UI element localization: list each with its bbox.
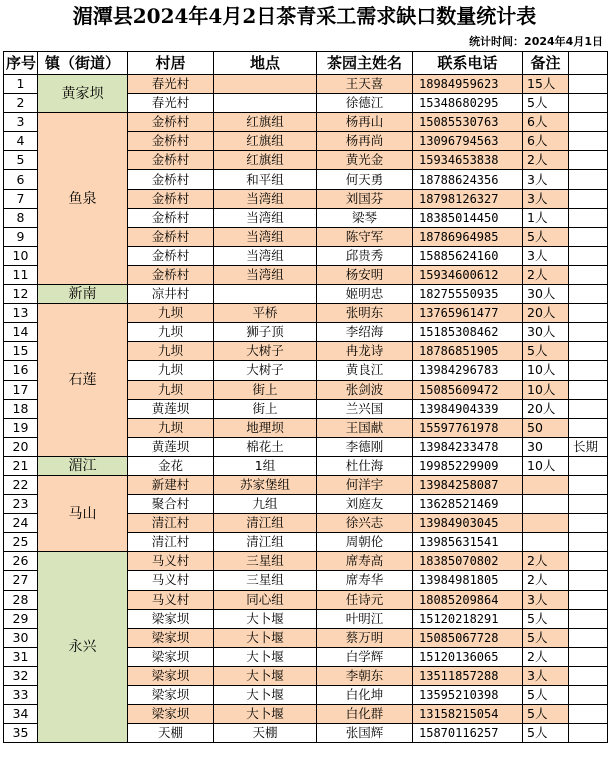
cell-village: 金桥村: [128, 189, 214, 208]
cell-owner: 杨安明: [317, 265, 413, 284]
cell-phone: 13096794563: [413, 132, 523, 151]
cell-town: 鱼泉: [38, 113, 128, 285]
cell-extra: [569, 399, 608, 418]
cell-owner: 周朝伦: [317, 533, 413, 552]
cell-village: 金桥村: [128, 265, 214, 284]
cell-idx: 19: [4, 418, 38, 437]
cell-idx: 12: [4, 285, 38, 304]
data-table: [3, 51, 608, 743]
cell-extra: [569, 342, 608, 361]
cell-extra: [569, 94, 608, 113]
cell-village: 金桥村: [128, 113, 214, 132]
cell-extra: [569, 647, 608, 666]
cell-owner: 蔡万明: [317, 628, 413, 647]
cell-village: 金花: [128, 456, 214, 475]
cell-phone: 15870116257: [413, 724, 523, 743]
cell-village: 九坝: [128, 342, 214, 361]
cell-place: 清江组: [214, 533, 317, 552]
cell-idx: 6: [4, 170, 38, 189]
cell-extra: [569, 208, 608, 227]
cell-note: 2人: [523, 552, 569, 571]
cell-place: [214, 94, 317, 113]
cell-note: 15人: [523, 75, 569, 94]
cell-extra: [569, 686, 608, 705]
cell-note: 5人: [523, 686, 569, 705]
cell-place: 当湾组: [214, 265, 317, 284]
cell-phone: 15120218291: [413, 609, 523, 628]
cell-extra: [569, 475, 608, 494]
header-village: 村居: [128, 52, 214, 75]
header-note: 备注: [523, 52, 569, 75]
cell-owner: 杨再山: [317, 113, 413, 132]
cell-extra: [569, 609, 608, 628]
cell-owner: 刘国芬: [317, 189, 413, 208]
cell-place: 三星组: [214, 571, 317, 590]
cell-note: [523, 495, 569, 514]
cell-idx: 35: [4, 724, 38, 743]
cell-idx: 20: [4, 437, 38, 456]
table-body: [4, 75, 608, 743]
cell-idx: 15: [4, 342, 38, 361]
cell-note: 2人: [523, 571, 569, 590]
cell-owner: 陈守军: [317, 227, 413, 246]
cell-phone: 13595210398: [413, 686, 523, 705]
cell-owner: 刘庭友: [317, 495, 413, 514]
cell-extra: [569, 265, 608, 284]
cell-note: 2人: [523, 151, 569, 170]
cell-village: 九坝: [128, 361, 214, 380]
cell-idx: 30: [4, 628, 38, 647]
cell-extra: [569, 361, 608, 380]
cell-note: 20人: [523, 399, 569, 418]
header-place: 地点: [214, 52, 317, 75]
cell-idx: 31: [4, 647, 38, 666]
cell-note: 3人: [523, 590, 569, 609]
cell-village: 九坝: [128, 418, 214, 437]
cell-note: 2人: [523, 647, 569, 666]
cell-owner: 杜仕海: [317, 456, 413, 475]
cell-idx: 17: [4, 380, 38, 399]
cell-owner: 姬明忠: [317, 285, 413, 304]
cell-phone: 15885624160: [413, 246, 523, 265]
cell-extra: [569, 246, 608, 265]
cell-extra: [569, 571, 608, 590]
cell-village: 清江村: [128, 533, 214, 552]
cell-place: 大卜堰: [214, 705, 317, 724]
cell-phone: 13511857288: [413, 666, 523, 685]
cell-village: 金桥村: [128, 132, 214, 151]
cell-owner: 兰兴国: [317, 399, 413, 418]
cell-owner: 李绍海: [317, 323, 413, 342]
cell-town: 永兴: [38, 552, 128, 743]
cell-phone: 13984903045: [413, 514, 523, 533]
cell-note: 3人: [523, 170, 569, 189]
cell-owner: 白学辉: [317, 647, 413, 666]
cell-extra: [569, 590, 608, 609]
cell-idx: 5: [4, 151, 38, 170]
cell-town: 湄江: [38, 456, 128, 475]
cell-phone: 15085530763: [413, 113, 523, 132]
cell-note: [523, 514, 569, 533]
cell-phone: 18786964985: [413, 227, 523, 246]
table-row: [4, 304, 608, 323]
cell-idx: 14: [4, 323, 38, 342]
cell-extra: [569, 170, 608, 189]
cell-place: 当湾组: [214, 189, 317, 208]
cell-owner: 白化群: [317, 705, 413, 724]
cell-village: 金桥村: [128, 208, 214, 227]
cell-place: 红旗组: [214, 132, 317, 151]
cell-extra: [569, 456, 608, 475]
cell-extra: [569, 666, 608, 685]
cell-town: 石莲: [38, 304, 128, 457]
cell-town: 新南: [38, 285, 128, 304]
cell-note: 10人: [523, 361, 569, 380]
cell-extra: [569, 285, 608, 304]
cell-idx: 24: [4, 514, 38, 533]
cell-place: 三星组: [214, 552, 317, 571]
cell-village: 梁家坝: [128, 705, 214, 724]
cell-place: 天棚: [214, 724, 317, 743]
cell-phone: 13628521469: [413, 495, 523, 514]
cell-owner: 杨再尚: [317, 132, 413, 151]
cell-owner: 张剑波: [317, 380, 413, 399]
cell-phone: 13984296783: [413, 361, 523, 380]
cell-village: 清江村: [128, 514, 214, 533]
cell-idx: 8: [4, 208, 38, 227]
cell-village: 梁家坝: [128, 628, 214, 647]
cell-idx: 26: [4, 552, 38, 571]
cell-phone: 13985631541: [413, 533, 523, 552]
header-town: 镇（街道）: [38, 52, 128, 75]
cell-phone: 15597761978: [413, 418, 523, 437]
cell-extra: [569, 113, 608, 132]
header-idx: 序号: [4, 52, 38, 75]
cell-note: 30人: [523, 285, 569, 304]
cell-note: 6人: [523, 132, 569, 151]
cell-place: 清江组: [214, 514, 317, 533]
header-row: [4, 52, 608, 75]
cell-owner: 黄光金: [317, 151, 413, 170]
cell-phone: 18085209864: [413, 590, 523, 609]
header-phone: 联系电话: [413, 52, 523, 75]
cell-idx: 18: [4, 399, 38, 418]
cell-owner: 冉龙诗: [317, 342, 413, 361]
cell-phone: 15934600612: [413, 265, 523, 284]
cell-extra: [569, 705, 608, 724]
cell-village: 新建村: [128, 475, 214, 494]
cell-place: 当湾组: [214, 246, 317, 265]
cell-owner: 李朝东: [317, 666, 413, 685]
cell-extra: [569, 628, 608, 647]
cell-note: 30: [523, 437, 569, 456]
cell-extra: [569, 75, 608, 94]
cell-idx: 3: [4, 113, 38, 132]
cell-place: 街上: [214, 380, 317, 399]
cell-note: 5人: [523, 628, 569, 647]
cell-extra: [569, 189, 608, 208]
cell-note: 5人: [523, 724, 569, 743]
cell-place: 当湾组: [214, 227, 317, 246]
cell-note: 5人: [523, 609, 569, 628]
cell-owner: 席寿华: [317, 571, 413, 590]
cell-place: [214, 285, 317, 304]
cell-phone: 15085067728: [413, 628, 523, 647]
cell-note: 50: [523, 418, 569, 437]
cell-idx: 1: [4, 75, 38, 94]
cell-phone: 15348680295: [413, 94, 523, 113]
header-owner: 茶园主姓名: [317, 52, 413, 75]
cell-extra: [569, 227, 608, 246]
cell-idx: 29: [4, 609, 38, 628]
cell-village: 春光村: [128, 94, 214, 113]
cell-idx: 9: [4, 227, 38, 246]
cell-place: 大卜堰: [214, 666, 317, 685]
cell-town: 黄家坝: [38, 75, 128, 113]
cell-village: 九坝: [128, 323, 214, 342]
cell-note: 10人: [523, 380, 569, 399]
cell-village: 梁家坝: [128, 666, 214, 685]
stat-time: 统计时间：2024年4月1日: [469, 35, 603, 48]
cell-phone: 13984904339: [413, 399, 523, 418]
cell-idx: 13: [4, 304, 38, 323]
cell-phone: 18798126327: [413, 189, 523, 208]
cell-phone: 18786851905: [413, 342, 523, 361]
cell-phone: 18385070802: [413, 552, 523, 571]
cell-owner: 徐德江: [317, 94, 413, 113]
cell-place: 平桥: [214, 304, 317, 323]
cell-owner: 王天喜: [317, 75, 413, 94]
cell-owner: 张明东: [317, 304, 413, 323]
table-row: [4, 75, 608, 94]
cell-idx: 33: [4, 686, 38, 705]
cell-place: 棉花土: [214, 437, 317, 456]
cell-note: 6人: [523, 113, 569, 132]
cell-note: [523, 533, 569, 552]
cell-idx: 28: [4, 590, 38, 609]
cell-place: 和平组: [214, 170, 317, 189]
cell-place: 红旗组: [214, 113, 317, 132]
cell-village: 九坝: [128, 380, 214, 399]
cell-phone: 15934653838: [413, 151, 523, 170]
cell-phone: 13984981805: [413, 571, 523, 590]
table-row: [4, 552, 608, 571]
cell-phone: 13984233478: [413, 437, 523, 456]
table-row: [4, 475, 608, 494]
cell-extra: 长期: [569, 437, 608, 456]
cell-idx: 22: [4, 475, 38, 494]
cell-village: 聚合村: [128, 495, 214, 514]
cell-owner: 李德刚: [317, 437, 413, 456]
cell-place: 大树子: [214, 361, 317, 380]
cell-phone: 19985229909: [413, 456, 523, 475]
cell-note: 2人: [523, 265, 569, 284]
page-title: 湄潭县2024年4月2日茶青采工需求缺口数量统计表: [72, 4, 537, 28]
cell-village: 马义村: [128, 590, 214, 609]
cell-note: 3人: [523, 666, 569, 685]
cell-place: 大卜堰: [214, 628, 317, 647]
cell-owner: 何洋宇: [317, 475, 413, 494]
cell-phone: 18984959623: [413, 75, 523, 94]
cell-village: 梁家坝: [128, 686, 214, 705]
cell-extra: [569, 533, 608, 552]
cell-place: [214, 75, 317, 94]
cell-place: 红旗组: [214, 151, 317, 170]
cell-owner: 黄良江: [317, 361, 413, 380]
cell-phone: 15085609472: [413, 380, 523, 399]
cell-note: 30人: [523, 323, 569, 342]
cell-village: 金桥村: [128, 170, 214, 189]
cell-place: 苏家堡组: [214, 475, 317, 494]
cell-idx: 34: [4, 705, 38, 724]
cell-village: 梁家坝: [128, 647, 214, 666]
cell-note: 10人: [523, 456, 569, 475]
cell-owner: 梁琴: [317, 208, 413, 227]
cell-village: 春光村: [128, 75, 214, 94]
cell-idx: 25: [4, 533, 38, 552]
cell-phone: 18385014450: [413, 208, 523, 227]
cell-extra: [569, 495, 608, 514]
cell-extra: [569, 418, 608, 437]
cell-idx: 2: [4, 94, 38, 113]
cell-phone: 15120136065: [413, 647, 523, 666]
table-row: [4, 113, 608, 132]
cell-place: 同心组: [214, 590, 317, 609]
cell-village: 凉井村: [128, 285, 214, 304]
cell-phone: 18788624356: [413, 170, 523, 189]
cell-idx: 11: [4, 265, 38, 284]
cell-place: 街上: [214, 399, 317, 418]
cell-idx: 4: [4, 132, 38, 151]
cell-extra: [569, 323, 608, 342]
cell-owner: 邱贵秀: [317, 246, 413, 265]
cell-place: 大卜堰: [214, 609, 317, 628]
cell-phone: 13158215054: [413, 705, 523, 724]
cell-note: 5人: [523, 94, 569, 113]
cell-place: 大树子: [214, 342, 317, 361]
cell-note: 3人: [523, 189, 569, 208]
cell-note: 3人: [523, 246, 569, 265]
cell-idx: 10: [4, 246, 38, 265]
cell-owner: 白化坤: [317, 686, 413, 705]
cell-town: 马山: [38, 475, 128, 551]
cell-extra: [569, 380, 608, 399]
cell-extra: [569, 132, 608, 151]
cell-idx: 27: [4, 571, 38, 590]
cell-owner: 王国献: [317, 418, 413, 437]
header-extra: [569, 52, 608, 75]
cell-phone: 13765961477: [413, 304, 523, 323]
cell-phone: 15185308462: [413, 323, 523, 342]
cell-idx: 32: [4, 666, 38, 685]
cell-place: 大卜堰: [214, 686, 317, 705]
cell-village: 金桥村: [128, 151, 214, 170]
cell-village: 九坝: [128, 304, 214, 323]
cell-owner: 叶明江: [317, 609, 413, 628]
cell-phone: 13984258087: [413, 475, 523, 494]
cell-owner: 徐兴志: [317, 514, 413, 533]
cell-village: 天棚: [128, 724, 214, 743]
cell-extra: [569, 724, 608, 743]
cell-village: 金桥村: [128, 227, 214, 246]
cell-village: 马义村: [128, 552, 214, 571]
cell-village: 梁家坝: [128, 609, 214, 628]
cell-owner: 何天勇: [317, 170, 413, 189]
cell-place: 九组: [214, 495, 317, 514]
cell-extra: [569, 552, 608, 571]
cell-village: 马义村: [128, 571, 214, 590]
cell-note: [523, 475, 569, 494]
cell-place: 当湾组: [214, 208, 317, 227]
cell-owner: 任诗元: [317, 590, 413, 609]
cell-note: 5人: [523, 227, 569, 246]
cell-place: 地理坝: [214, 418, 317, 437]
cell-owner: 张国辉: [317, 724, 413, 743]
cell-idx: 7: [4, 189, 38, 208]
cell-idx: 23: [4, 495, 38, 514]
cell-place: 1组: [214, 456, 317, 475]
cell-extra: [569, 304, 608, 323]
cell-note: 1人: [523, 208, 569, 227]
table-row: [4, 456, 608, 475]
cell-idx: 21: [4, 456, 38, 475]
cell-owner: 席寿高: [317, 552, 413, 571]
cell-village: 黄莲坝: [128, 437, 214, 456]
cell-extra: [569, 151, 608, 170]
cell-village: 金桥村: [128, 246, 214, 265]
cell-note: 20人: [523, 304, 569, 323]
table-row: [4, 285, 608, 304]
cell-note: 5人: [523, 705, 569, 724]
cell-phone: 18275550935: [413, 285, 523, 304]
cell-village: 黄莲坝: [128, 399, 214, 418]
cell-note: 5人: [523, 342, 569, 361]
cell-place: 狮子顶: [214, 323, 317, 342]
cell-place: 大卜堰: [214, 647, 317, 666]
cell-idx: 16: [4, 361, 38, 380]
cell-extra: [569, 514, 608, 533]
